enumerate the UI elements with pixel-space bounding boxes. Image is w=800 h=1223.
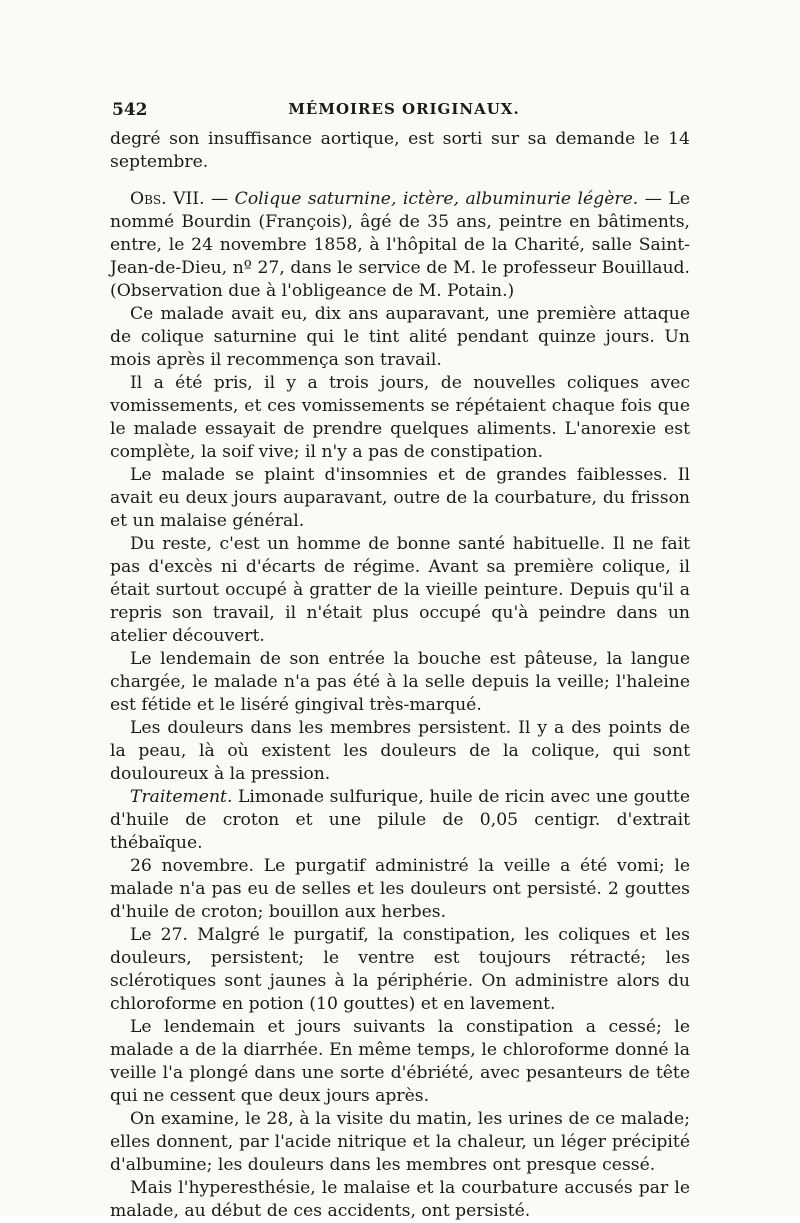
paragraph bbox=[110, 128, 690, 174]
paragraph bbox=[110, 717, 690, 786]
paragraph-text: Le malade se plaint d'insomnies et de grandes faiblesses. Il avait eu deux jours auparavant, outre de la courbature, du frisson et un malaise général. bbox=[110, 465, 690, 531]
treatment-label: Traitement. bbox=[130, 787, 233, 807]
paragraph-text: 26 novembre. Le purgatif administré la veille a été vomi; le malade n'a pas eu de selles et les douleurs ont persisté. 2 gouttes d'huile de croton; bouillon aux herbes. bbox=[110, 856, 690, 922]
observation-heading-paragraph bbox=[110, 188, 690, 303]
paragraph bbox=[110, 1108, 690, 1177]
observation-label: Obs. VII. bbox=[130, 189, 205, 209]
paragraph-text: — Le nommé Bourdin (François), âgé de 35 ans, peintre en bâtiments, entre, le 24 novembre 1858, à l'hôpital de la Charité, salle Saint-Jean-de-Dieu, nº 27, dans le service de M. le professeur Bouillaud. (Observation due à l'obligeance de M. Potain.) bbox=[110, 189, 690, 301]
paragraph bbox=[110, 533, 690, 648]
paragraph bbox=[110, 372, 690, 464]
page-number: 542 bbox=[112, 100, 148, 120]
paragraph-text: On examine, le 28, à la visite du matin, les urines de ce malade; elles donnent, par l'acide nitrique et la chaleur, un léger précipité d'albumine; les douleurs dans les membres ont presque cessé. bbox=[110, 1109, 690, 1175]
paragraph-text: Le lendemain et jours suivants la constipation a cessé; le malade a de la diarrhée. En même temps, le chloroforme donné la veille l'a plongé dans une sorte d'ébriété, avec pesanteurs de tête qui ne cessent que deux jours après. bbox=[110, 1017, 690, 1106]
paragraph-text: degré son insuffisance aortique, est sorti sur sa demande le 14 septembre. bbox=[110, 129, 690, 172]
paragraph-text: Il a été pris, il y a trois jours, de nouvelles coliques avec vomissements, et ces vomissements se répétaient chaque fois que le malade essayait de prendre quelques aliments. L'anorexie est complète, la soif vive; il n'y a pas de constipation. bbox=[110, 373, 690, 462]
paragraph bbox=[110, 1016, 690, 1108]
paragraph-text: Mais l'hyperesthésie, le malaise et la courbature accusés par le malade, au début de ces accidents, ont persisté. bbox=[110, 1178, 690, 1221]
paragraph bbox=[110, 924, 690, 1016]
paragraph bbox=[110, 855, 690, 924]
paragraph-text: Du reste, c'est un homme de bonne santé habituelle. Il ne fait pas d'excès ni d'écarts de régime. Avant sa première colique, il était surtout occupé à gratter de la vieille peinture. Depuis qu'il a repris son travail, il n'était plus occupé qu'à peindre dans un atelier découvert. bbox=[110, 534, 690, 646]
paragraph-text: Limonade sulfurique, huile de ricin avec une goutte d'huile de croton et une pilule de 0,05 centigr. d'extrait thébaïque. bbox=[110, 787, 690, 853]
paragraph-text: Le 27. Malgré le purgatif, la constipation, les coliques et les douleurs, persistent; le ventre est toujours rétracté; les sclérotiques sont jaunes à la périphérie. On administre alors du chloroforme en potion (10 gouttes) et en lavement. bbox=[110, 925, 690, 1014]
paragraph-text: Le lendemain de son entrée la bouche est pâteuse, la langue chargée, le malade n'a pas été à la selle depuis la veille; l'haleine est fétide et le liséré gingival très-marqué. bbox=[110, 649, 690, 715]
treatment-paragraph bbox=[110, 786, 690, 855]
paragraph-text: Ce malade avait eu, dix ans auparavant, une première attaque de colique saturnine qui le tint alité pendant quinze jours. Un mois après il recommença son travail. bbox=[110, 304, 690, 370]
paragraph bbox=[110, 464, 690, 533]
observation-title: — Colique saturnine, ictère, albuminurie légère. bbox=[211, 189, 639, 209]
paragraph-text: Les douleurs dans les membres persistent. Il y a des points de la peau, là où existent les douleurs de la colique, qui sont douloureux à la pression. bbox=[110, 718, 690, 784]
paragraph bbox=[110, 1177, 690, 1223]
paragraph bbox=[110, 303, 690, 372]
page-body bbox=[110, 128, 690, 1223]
running-title: MÉMOIRES ORIGINAUX. bbox=[288, 100, 520, 118]
paragraph bbox=[110, 648, 690, 717]
